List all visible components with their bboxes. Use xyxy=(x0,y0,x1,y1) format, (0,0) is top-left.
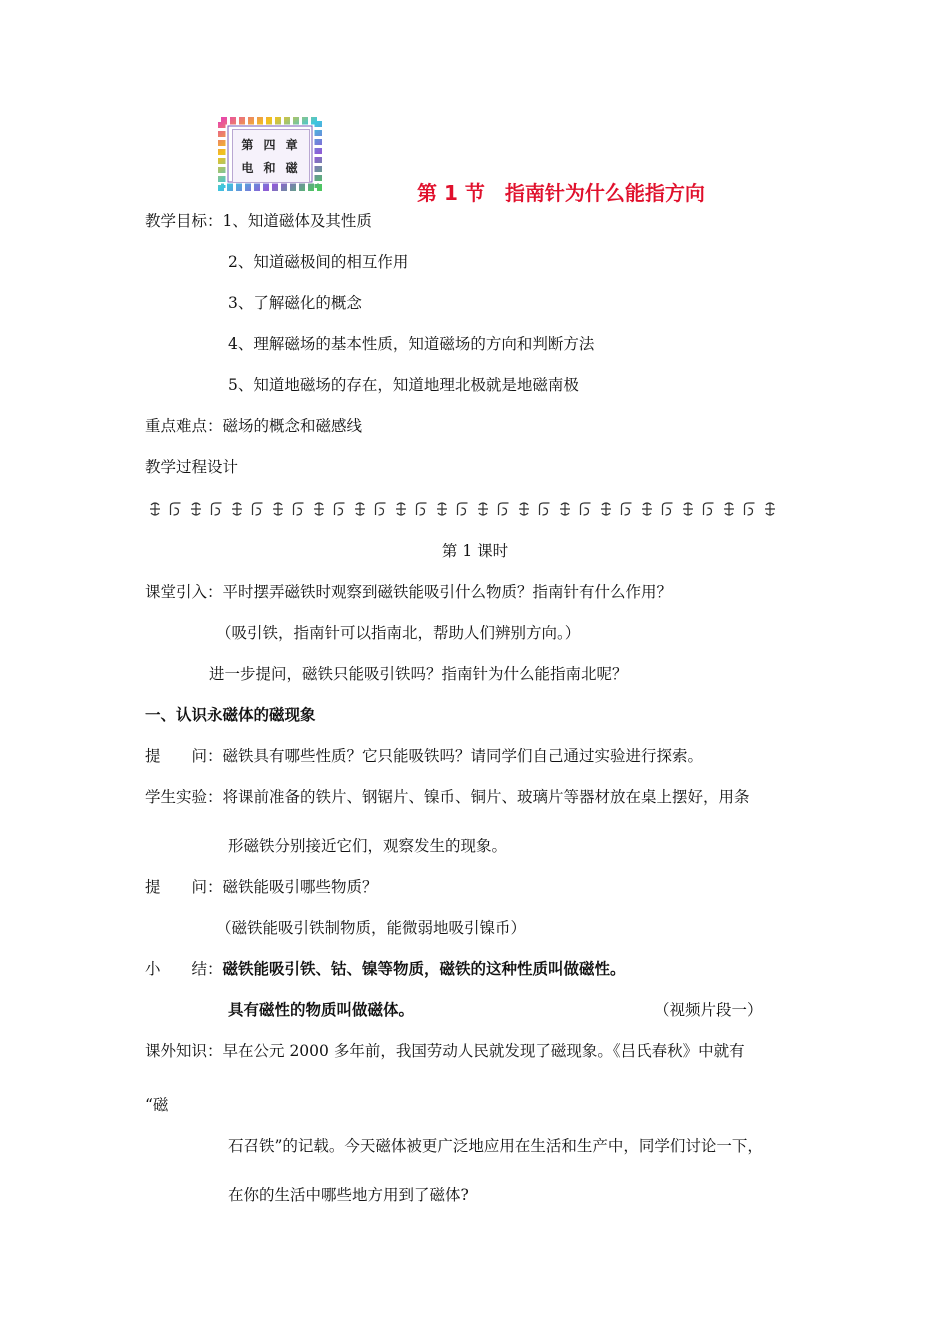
badge-chapter: 第 四 章 xyxy=(241,138,301,152)
badge-topic: 电 和 磁 xyxy=(241,161,301,175)
objectives-label: 教学目标： xyxy=(145,212,223,230)
ask-row xyxy=(145,746,703,766)
experiment-text-2: 形磁铁分别接近它们，观察发生的现象。 xyxy=(228,837,508,855)
section-heading: 一、认识永磁体的磁现象 xyxy=(145,706,316,724)
summary-text: 磁铁能吸引铁、钴、镍等物质，磁铁的这种性质叫做磁性。 xyxy=(222,960,626,978)
extra-text-3: 在你的生活中哪些地方用到了磁体? xyxy=(228,1186,469,1204)
lesson-label: 第 1 课时 xyxy=(441,542,509,560)
summary-row xyxy=(145,959,626,979)
extra-row xyxy=(145,1041,745,1061)
intro-answer: （吸引铁，指南针可以指南北，帮助人们辨别方向。） xyxy=(216,624,581,642)
ask-text: 磁铁具有哪些性质？它只能吸铁吗？请同学们自己通过实验进行探索。 xyxy=(222,747,704,765)
process-title: 教学过程设计 xyxy=(145,458,239,476)
experiment-row xyxy=(145,787,750,807)
extra-text-2: 石召铁”的记载。今天磁体被更广泛地应用在生活和生产中，同学们讨论一下， xyxy=(228,1137,763,1155)
summary-text-2: 具有磁性的物质叫做磁体。 xyxy=(228,1001,415,1019)
objective-item: 5、知道地磁场的存在，知道地理北极就是地磁南极 xyxy=(228,376,579,394)
experiment-text: 将课前准备的铁片、钢锯片、镍币、铜片、玻璃片等器材放在桌上摆好，用条 xyxy=(222,788,750,806)
ask-label: 提 问： xyxy=(145,878,223,896)
extra-text-wrap: “磁 xyxy=(145,1096,169,1114)
experiment-label: 学生实验： xyxy=(145,788,223,806)
video-note: （视频片段一） xyxy=(654,1001,763,1019)
chapter-badge xyxy=(218,117,322,191)
intro-question-2: 进一步提问，磁铁只能吸引铁吗？指南针为什么能指南北呢？ xyxy=(209,665,628,683)
ask-answer: （磁铁能吸引铁制物质，能微弱地吸引镍币） xyxy=(216,919,527,937)
objective-item: 2、知道磁极间的相互作用 xyxy=(228,253,409,271)
badge-inner xyxy=(232,129,310,183)
page-title: 第 1 节 指南针为什么能指方向 xyxy=(417,181,705,205)
objective-item: 1、知道磁体及其性质 xyxy=(222,212,372,230)
objective-item: 4、理解磁场的基本性质，知道磁场的方向和判断方法 xyxy=(228,335,595,353)
extra-label: 课外知识： xyxy=(145,1042,223,1060)
ask-label: 提 问： xyxy=(145,747,223,765)
intro-question: 课堂引入：平时摆弄磁铁时观察到磁铁能吸引什么物质？指南针有什么作用？ xyxy=(145,583,673,601)
ask-row-2 xyxy=(145,877,378,897)
objectives-label-and-first xyxy=(145,211,372,231)
objective-item: 3、了解磁化的概念 xyxy=(228,294,362,312)
ornament-divider-icon xyxy=(145,500,785,518)
ask-text: 磁铁能吸引哪些物质？ xyxy=(222,878,378,896)
summary-label: 小 结： xyxy=(145,960,223,978)
extra-text: 早在公元 2000 多年前，我国劳动人民就发现了磁现象。《吕氏春秋》中就有 xyxy=(222,1042,745,1060)
key-points: 重点难点：磁场的概念和磁感线 xyxy=(145,417,363,435)
